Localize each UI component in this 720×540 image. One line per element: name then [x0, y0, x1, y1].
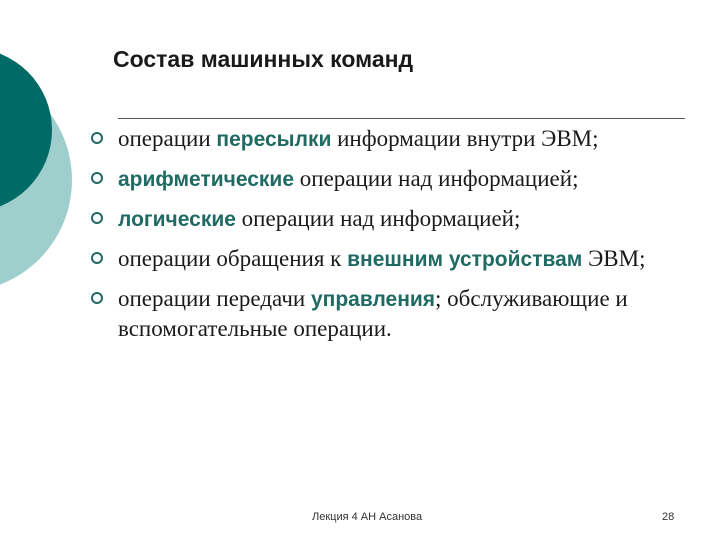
- highlighted-term: логические: [118, 208, 236, 231]
- bullet-item: [88, 124, 708, 154]
- bullet-text: арифметические операции над информацией;: [118, 166, 579, 191]
- footer-lecture-author: Лекция 4 АН Асанова: [312, 511, 423, 523]
- highlighted-term: пересылки: [216, 128, 332, 151]
- bullet-text: операции обращения к внешним устройствам ЭВМ;: [118, 246, 646, 271]
- bullet-text: логические операции над информацией;: [118, 206, 521, 231]
- page-number: 28: [662, 511, 675, 523]
- slide-title: Состав машинных команд: [113, 46, 414, 72]
- bullet-item: [88, 204, 708, 234]
- bullet-text: операции передачи управления; обслуживающие и вспомогательные операции.: [118, 286, 628, 341]
- bullet-marker-icon: [91, 132, 103, 144]
- bullet-marker-icon: [91, 212, 103, 224]
- title-divider: [118, 118, 685, 119]
- bullet-item: [88, 284, 708, 343]
- highlighted-term: внешним устройствам: [347, 248, 583, 271]
- bullet-list: [88, 124, 708, 353]
- bullet-text: операции пересылки информации внутри ЭВМ;: [118, 126, 599, 151]
- decorative-circles: [0, 0, 90, 290]
- bullet-item: [88, 164, 708, 194]
- bullet-marker-icon: [91, 292, 103, 304]
- highlighted-term: арифметические: [118, 168, 295, 191]
- bullet-marker-icon: [91, 252, 103, 264]
- bullet-item: [88, 244, 708, 274]
- bullet-marker-icon: [91, 172, 103, 184]
- highlighted-term: управления: [310, 288, 436, 311]
